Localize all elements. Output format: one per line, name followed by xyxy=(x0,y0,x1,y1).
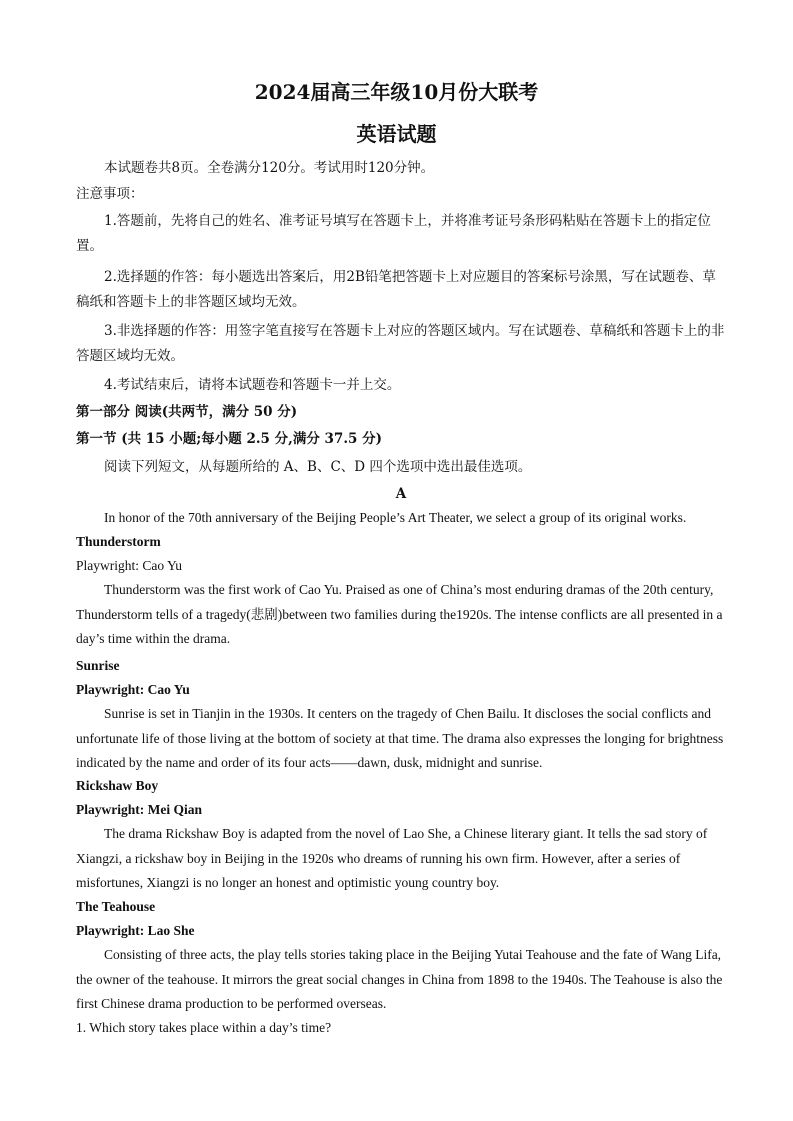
work-title: Rickshaw Boy xyxy=(76,778,159,793)
passage-letter: A xyxy=(395,486,407,502)
work-description: Thunderstorm was the first work of Cao Yu. Praised as one of China’s most enduring dramas of the 20th century, Thunderstorm tells of a tragedy(悲剧)between two families during the1920s. The intense conflicts are all presented in a day’s time within the drama. xyxy=(76,582,723,646)
work-playwright: Playwright: Cao Yu xyxy=(76,558,182,573)
section-heading: 第一节 (共 15 小题;每小题 2.5 分,满分 37.5 分) xyxy=(76,431,383,447)
notice-label: 注意事项： xyxy=(76,186,144,202)
exam-title: 2024届高三年级10月份大联考 xyxy=(254,80,539,104)
exam-subject: 英语试题 xyxy=(356,122,437,146)
notice-item: 2.选择题的作答：每小题选出答案后，用2B铅笔把答题卡上对应题目的答案标号涂黑，写在试题卷、草稿纸和答题卡上的非答题区域均无效。 xyxy=(76,269,716,310)
part-heading: 第一部分 阅读(共两节，满分 50 分) xyxy=(76,404,298,420)
work-description: The drama Rickshaw Boy is adapted from the novel of Lao She, a Chinese literary giant. It tells the sad story of Xiangzi, a rickshaw boy in Beijing in the 1920s who dreams of running his own firm. However, after a series of misfortunes, Xiangzi is no longer an honest and optimistic young country boy. xyxy=(76,826,708,890)
notice-item: 4.考试结束后，请将本试题卷和答题卡一并上交。 xyxy=(104,377,401,393)
work-title: The Teahouse xyxy=(76,899,156,914)
work-playwright: Playwright: Cao Yu xyxy=(76,682,190,697)
work-playwright: Playwright: Mei Qian xyxy=(76,802,202,817)
work-description: Sunrise is set in Tianjin in the 1930s. It centers on the tragedy of Chen Bailu. It discloses the social conflicts and unfortunate life of those living at the bottom of society at that time. The drama also expresses the longing for brightness indicated by the name and order of its four acts——dawn, dusk, midnight and sunrise. xyxy=(76,706,724,770)
work-description: Consisting of three acts, the play tells stories taking place in the Beijing Yutai Teahouse and the fate of Wang Lifa, the owner of the teahouse. It mirrors the great social changes in China from 1898 to the 1940s. The Teahouse is also the first Chinese drama production to be performed overseas. xyxy=(76,947,723,1011)
question-item: 1. Which story takes place within a day’s time? xyxy=(76,1020,332,1035)
notice-item: 3.非选择题的作答：用签字笔直接写在答题卡上对应的答题区域内。写在试题卷、草稿纸和答题卡上的非答题区域均无效。 xyxy=(76,323,725,364)
exam-summary: 本试题卷共8页。全卷满分120分。考试用时120分钟。 xyxy=(104,160,435,176)
work-title: Sunrise xyxy=(76,658,120,673)
work-playwright: Playwright: Lao She xyxy=(76,923,195,938)
reading-instruction: 阅读下列短文，从每题所给的 A、B、C、D 四个选项中选出最佳选项。 xyxy=(104,459,532,475)
notice-item: 1.答题前，先将自己的姓名、准考证号填写在答题卡上，并将准考证号条形码粘贴在答题卡上的指定位置。 xyxy=(76,213,711,254)
work-title: Thunderstorm xyxy=(76,534,161,549)
passage-intro: In honor of the 70th anniversary of the Beijing People’s Art Theater, we select a group of its original works. xyxy=(104,510,687,525)
